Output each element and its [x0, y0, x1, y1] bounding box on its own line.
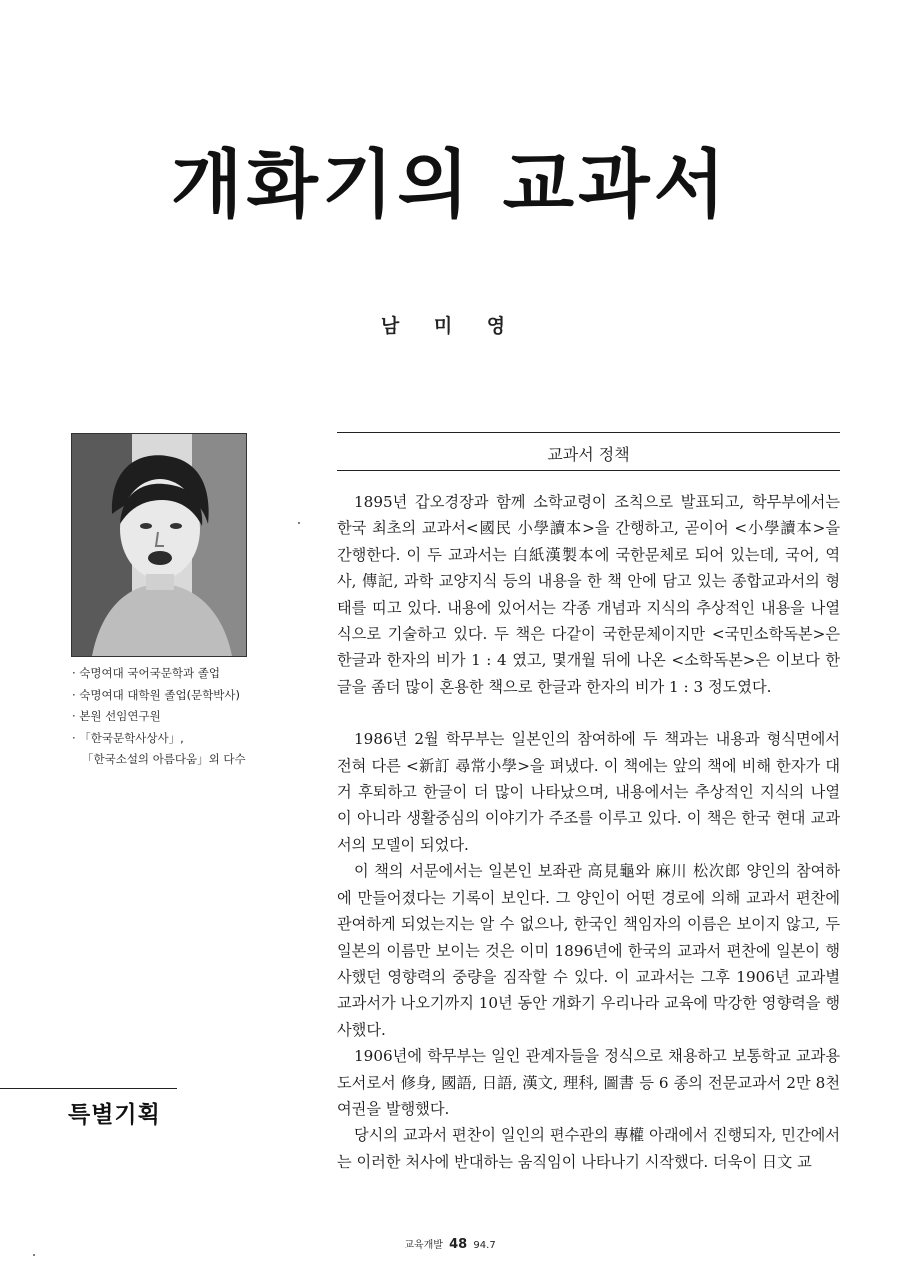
body-paragraph: 1895년 갑오경장과 함께 소학교령이 조칙으로 발표되고, 학무부에서는 한국 최초의 교과서<國民 小學讀本>을 간행하고, 곧이어 <小學讀本>을 간행한다. 이 두 교과서는 白紙漢製本에 국한문체로 되어 있는데, 국어, 역사, 傳記, 과학 교양지식 등의 내용을 한 책 안에 담고 있는 종합교과서의 형태를 띠고 있다. 내용에 있어서는 각종 개념과 지식의 추상적인 내용을 나열식으로 기술하고 있다. 두 책은 다같이 국한문체이지만 <국민소학독본>은 한글과 한자의 비가 1 : 4 였고, 몇개월 뒤에 나온 <소학독본>은 이보다 한글을 좀더 많이 혼용한 책으로 한글과 한자의 비가 1 : 3 정도였다.: [337, 493, 840, 696]
body-paragraph: 1906년에 학무부는 일인 관계자들을 정식으로 채용하고 보통학교 교과용 도서로서 修身, 國語, 日語, 漢文, 理科, 圖書 등 6 종의 전문교과서 2만 8천여권을 발행했다.: [337, 1047, 840, 1118]
footer-journal: 교육개발: [404, 1240, 443, 1251]
body-paragraph: 당시의 교과서 편찬이 일인의 편수관의 專權 아래에서 진행되자, 민간에서는 이러한 처사에 반대하는 움직임이 나타나기 시작했다. 더욱이 日文 교: [337, 1126, 840, 1171]
bio-line: · 숙명여대 대학원 졸업(문학박사): [72, 687, 241, 702]
footer-issue: 94.7: [473, 1240, 496, 1251]
print-speck: [298, 522, 300, 524]
page-number: 48: [449, 1237, 468, 1252]
body-paragraph: 1986년 2월 학무부는 일본인의 참여하에 두 책과는 내용과 형식면에서 전혀 다른 <新訂 尋常小學>을 펴냈다. 이 책에는 앞의 책에 비해 한자가 대거 후퇴하고 한글이 더 많이 나타났으며, 내용에서는 추상적인 지식의 나열이 아니라 생활중심의 이야기가 주조를 이루고 있다. 이 책은 한국 현대 교과서의 모델이 되었다.: [337, 730, 840, 854]
special-feature-label: 특별기획: [68, 1102, 161, 1128]
bio-line: 「한국소설의 아름다움」외 다수: [82, 752, 246, 766]
sidebar-rule: [0, 1088, 177, 1089]
article-author: 남 미 영: [380, 315, 520, 337]
print-speck: [33, 1254, 35, 1256]
article-body: [337, 489, 840, 1175]
bio-line: · 숙명여대 국어국문학과 졸업: [72, 666, 220, 680]
body-paragraph: 이 책의 서문에서는 일본인 보좌관 高見龜와 麻川 松次郎 양인의 참여하에 만들어졌다는 기록이 보인다. 그 양인이 어떤 경로에 의해 교과서 편찬에 관여하게 되었는지는 알 수 없으나, 한국인 책임자의 이름은 보이지 않고, 두 일본의 이름만 보이는 것은 이미 1896년에 한국의 교과서 편찬에 일본이 행사했던 영향력의 중량을 짐작할 수 있다. 이 교과서는 그후 1906년 교과별 교과서가 나오기까지 10년 동안 개화기 우리나라 교육에 막강한 영향력을 행사했다.: [337, 862, 840, 1039]
author-bio: [72, 663, 282, 771]
section-rule-bottom: [337, 470, 840, 471]
author-portrait-image: [72, 434, 246, 656]
section-rule-top: [337, 432, 840, 433]
article-title: 개화기의 교과서: [170, 142, 730, 228]
author-photo: [71, 433, 247, 657]
bio-line: · 「한국문학사상사」,: [72, 730, 184, 745]
bio-line: · 본원 선임연구원: [72, 709, 161, 723]
page-footer: [0, 1236, 900, 1252]
section-heading: 교과서 정책: [547, 445, 630, 464]
